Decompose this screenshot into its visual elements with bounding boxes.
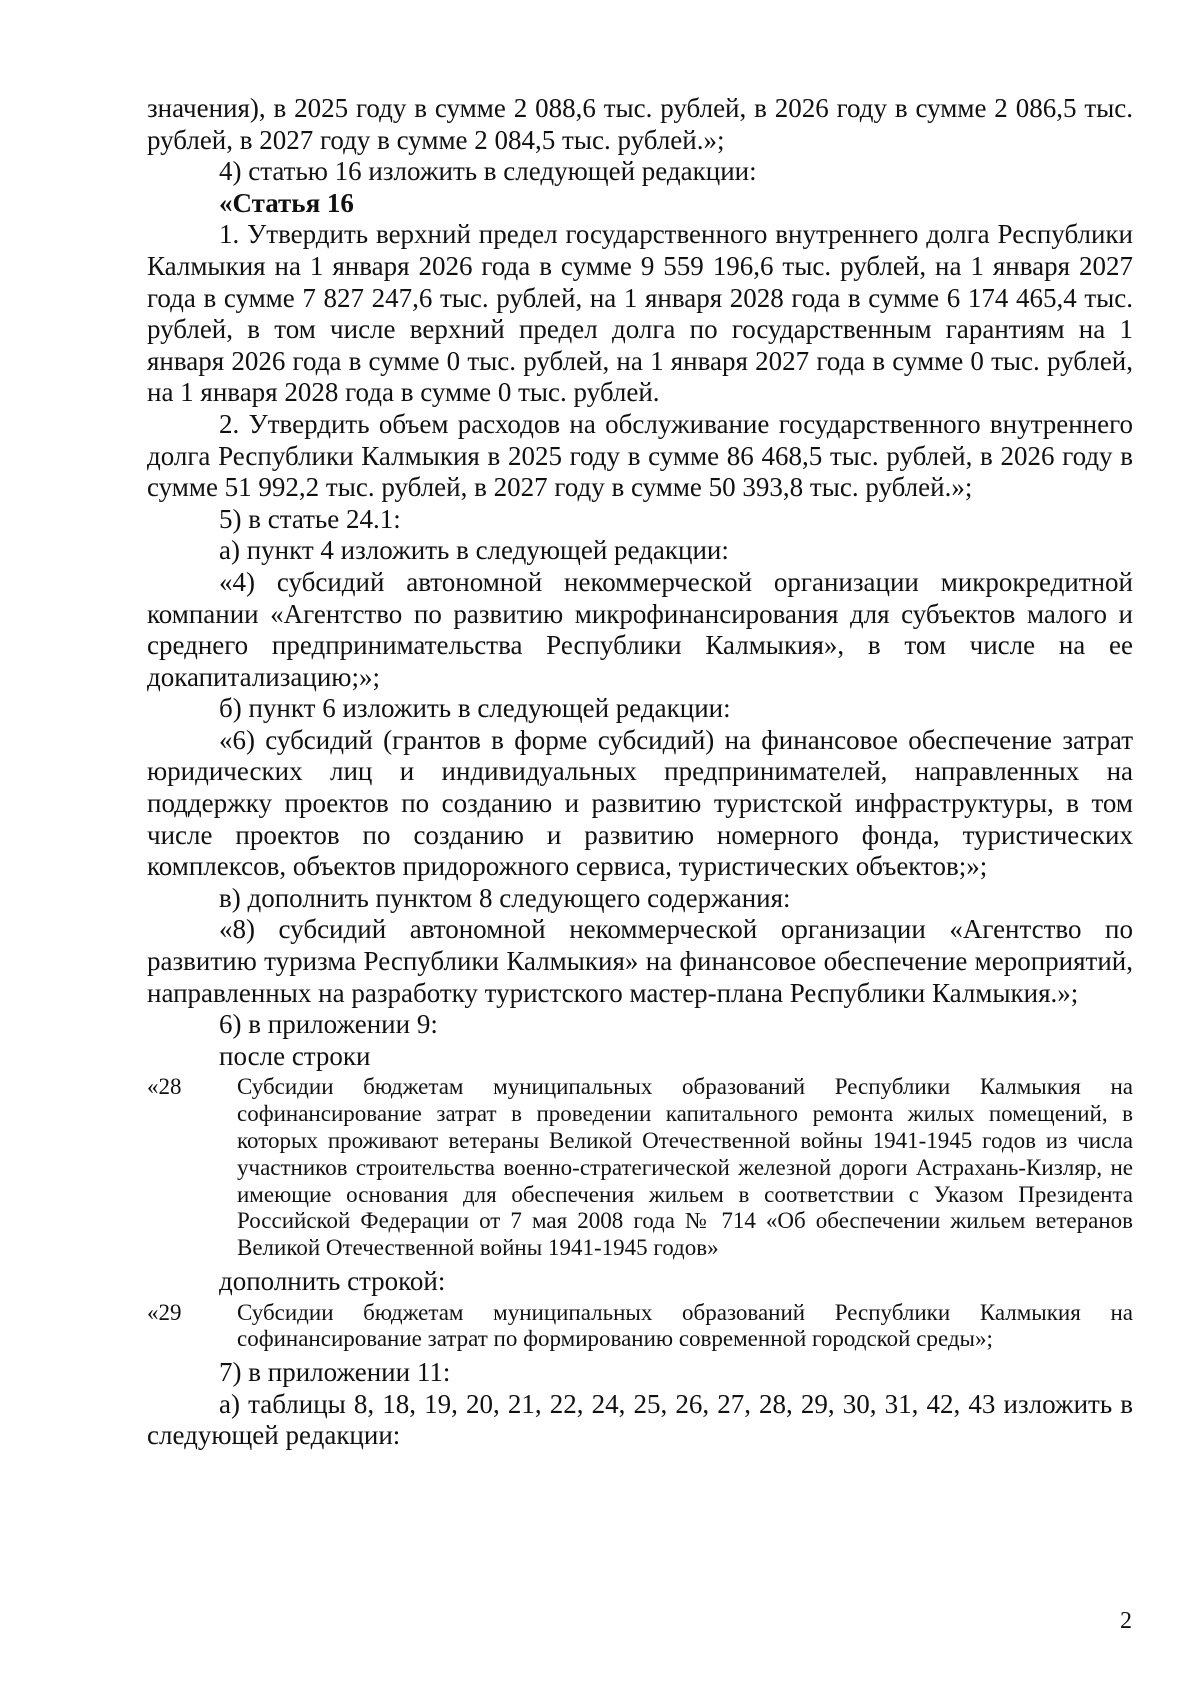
article-heading: «Статья 16 (219, 187, 354, 218)
paragraph-article-16-part-2: 2. Утвердить объем расходов на обслуживание государственного внутреннего долга Республики Калмыкия в 2025 году в сумме 86 468,5 тыс. рублей, в 2026 году в сумме 51 992,2 тыс. рублей, в 2027 году в сумме 50 393,8 тыс. рублей.»; (147, 408, 1133, 503)
paragraph-continuation: значения), в 2025 году в сумме 2 088,6 тыс. рублей, в 2026 году в сумме 2 086,5 тыс. рублей, в 2027 году в сумме 2 084,5 тыс. рублей.»; (147, 93, 1133, 155)
paragraph-after-line: после строки (219, 1040, 371, 1071)
paragraph-add-line: дополнить строкой: (219, 1265, 446, 1296)
paragraph-item-6: 6) в приложении 9: (219, 1009, 438, 1040)
paragraph-item-7: 7) в приложении 11: (219, 1357, 451, 1388)
paragraph-point-8-text: «8) субсидий автономной некоммерческой организации «Агентство по развитию туризма Республики Калмыкия» на финансовое обеспечение мероприятий, направленных на разработку туристского мастер-плана Республики Калмыкия.»; (147, 914, 1133, 1008)
paragraph-point-6-text: «6) субсидий (грантов в форме субсидий) на финансовое обеспечение затрат юридических лиц и индивидуальных предпринимателей, направленных на поддержку проектов по созданию и развитию туристской инфраструктуры, в том числе проектов по созданию и развитию номерного фонда, туристических комплексов, объектов придорожного сервиса, туристических объектов;»; (147, 724, 1133, 882)
entry-number: «28 (147, 1074, 182, 1100)
paragraph-subitem-a: а) пункт 4 изложить в следующей редакции: (219, 535, 729, 566)
paragraph-tables-subitem-a: а) таблицы 8, 18, 19, 20, 21, 22, 24, 25, 26, 27, 28, 29, 30, 31, 42, 43 изложить в следующей редакции: (147, 1388, 1133, 1451)
entry-number: «29 (147, 1299, 182, 1325)
paragraph-article-16-part-1: 1. Утвердить верхний предел государственного внутреннего долга Республики Калмыкия на 1 января 2026 года в сумме 9 559 196,6 тыс. рублей, на 1 января 2027 года в сумме 7 827 247,6 тыс. рублей, на 1 января 2028 года в сумме 6 174 465,4 тыс. рублей, в том числе верхний предел долга по государственным гарантиям на 1 января 2026 года в сумме 0 тыс. рублей, на 1 января 2027 года в сумме 0 тыс. рублей, на 1 января 2028 года в сумме 0 тыс. рублей. (147, 219, 1133, 408)
page-number: 2 (1120, 1608, 1132, 1634)
paragraph-subitem-b: б) пункт 6 изложить в следующей редакции: (219, 693, 731, 724)
paragraph-subitem-v: в) дополнить пунктом 8 следующего содержания: (219, 882, 791, 913)
entry-text: Субсидии бюджетам муниципальных образований Республики Калмыкия на софинансирование затрат по формированию современной городской среды»; (237, 1299, 1133, 1352)
entry-text: Субсидии бюджетам муниципальных образований Республики Калмыкия на софинансирование затрат в проведении капитального ремонта жилых помещений, в которых проживают ветераны Великой Отечественной войны 1941-1945 годов из числа участников строительства военно-стратегической железной дороги Астрахань-Кизляр, не имеющие основания для обеспечения жильем в соответствии с Указом Президента Российской Федерации от 7 мая 2008 года № 714 «Об обеспечении жильем ветеранов Великой Отечественной войны 1941-1945 годов» (237, 1074, 1133, 1261)
paragraph-point-4-text: «4) субсидий автономной некоммерческой организации микрокредитной компании «Агентство по развитию микрофинансирования для субъектов малого и среднего предпринимательства Республики Калмыкия», в том числе на ее докапитализацию;»; (147, 566, 1133, 692)
document-body (147, 93, 1133, 1452)
appendix-entry-29 (147, 1300, 1133, 1354)
paragraph-item-5: 5) в статье 24.1: (219, 503, 401, 534)
appendix-entry-28 (147, 1074, 1133, 1262)
paragraph-item-4: 4) статью 16 изложить в следующей редакции: (219, 156, 757, 187)
